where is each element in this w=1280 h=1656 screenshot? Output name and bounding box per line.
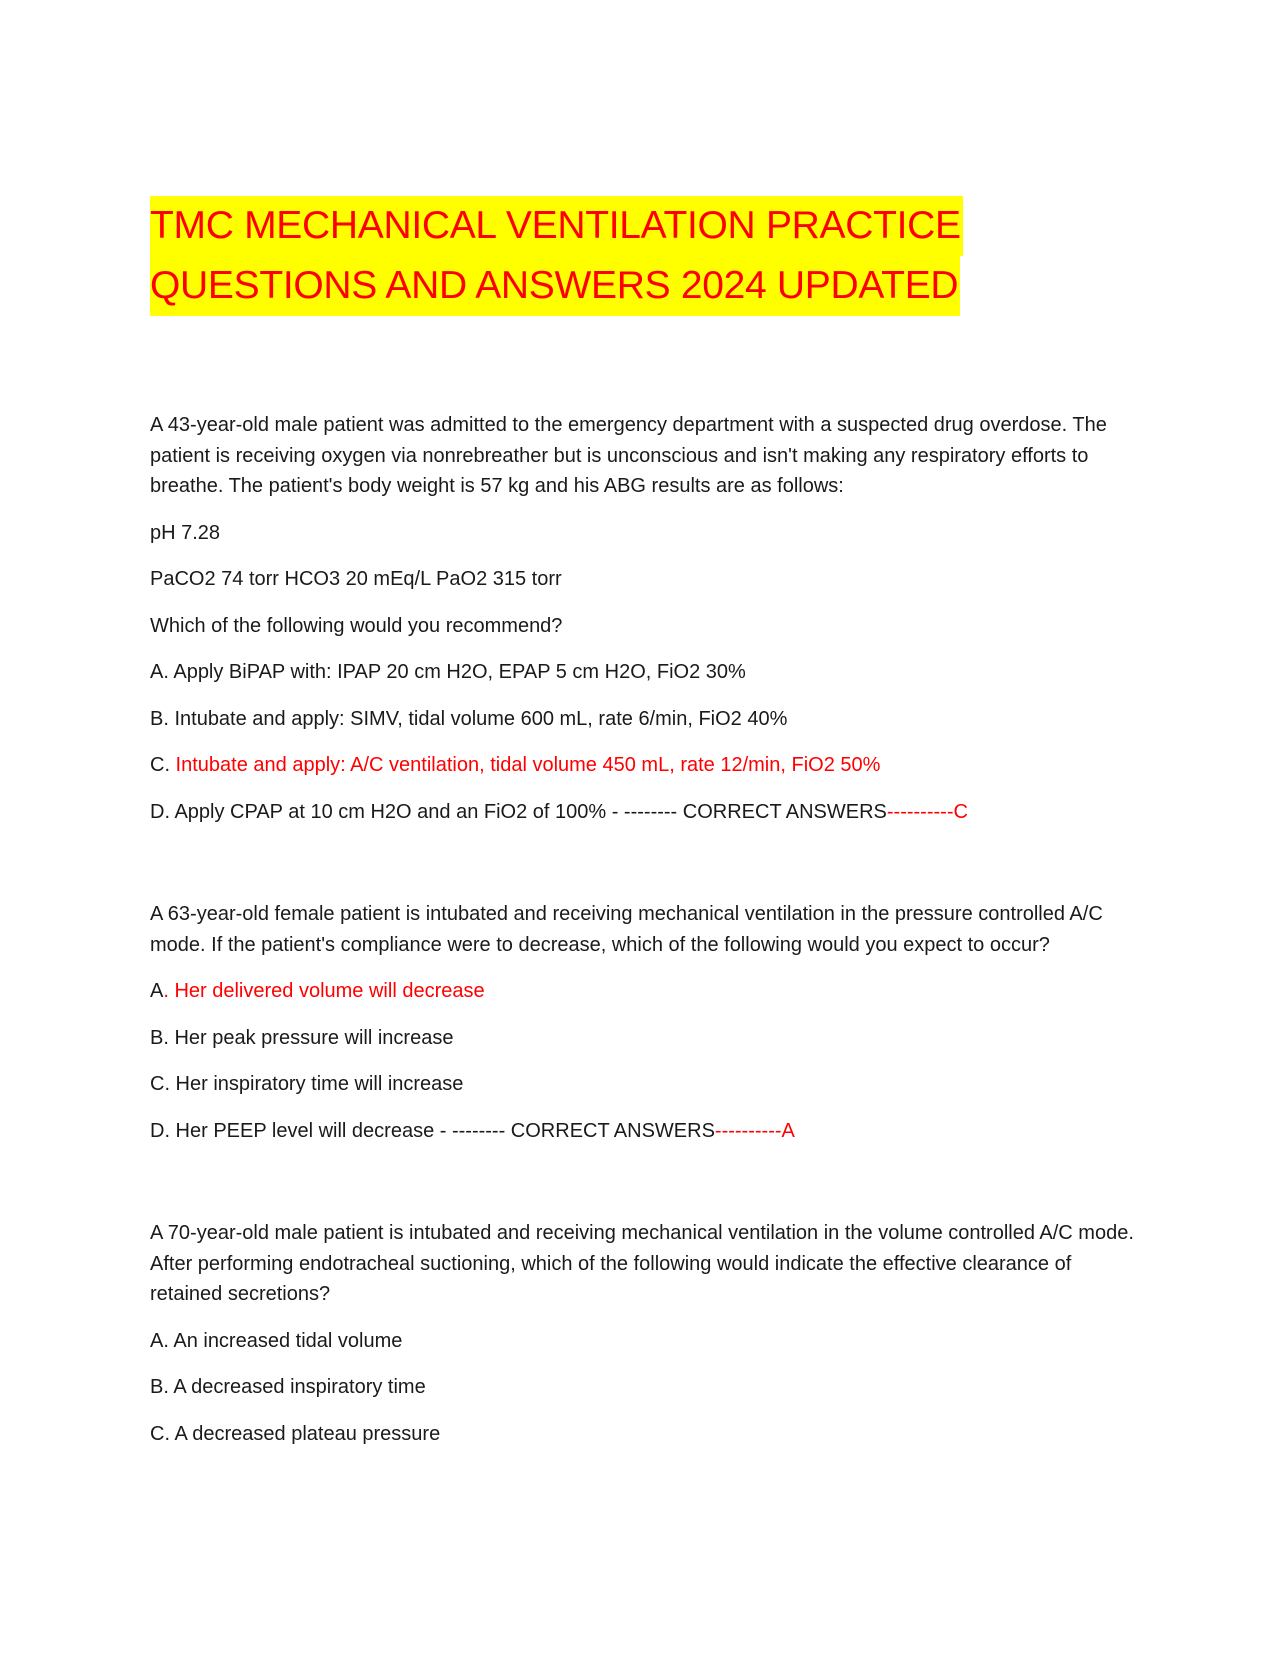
question-2-option-c: C. Her inspiratory time will increase	[150, 1073, 464, 1095]
question-2-option-a-text: . Her delivered volume will decrease	[163, 980, 485, 1002]
question-3-option-b: B. A decreased inspiratory time	[150, 1376, 426, 1398]
question-1-ph: pH 7.28	[150, 521, 221, 544]
question-1	[150, 410, 1140, 827]
title-line-1: TMC MECHANICAL VENTILATION PRACTICE	[150, 196, 963, 256]
question-separator	[150, 843, 1140, 899]
question-2-option-a	[150, 976, 1140, 1007]
question-1-option-c-text: Intubate and apply: A/C ventilation, tidal volume 450 mL, rate 12/min, FiO2 50%	[170, 754, 881, 776]
question-1-answer-marker: ----------C	[886, 800, 968, 823]
question-3-stem: A 70-year-old male patient is intubated and receiving mechanical ventilation in the volume controlled A/C mode. After performing endotracheal suctioning, which of the following would indicate the effective clearance of retained secretions?	[150, 1222, 1134, 1305]
question-1-option-b: B. Intubate and apply: SIMV, tidal volume 600 mL, rate 6/min, FiO2 40%	[150, 707, 788, 730]
question-2-answer-marker: ----------A	[714, 1119, 795, 1142]
question-2-option-d	[150, 1116, 1140, 1147]
question-2-option-d-text: D. Her PEEP level will decrease - -------- CORRECT ANSWERS	[150, 1119, 715, 1142]
question-3-option-a: A. An increased tidal volume	[150, 1329, 403, 1352]
title-line-2: QUESTIONS AND ANSWERS 2024 UPDATED	[150, 256, 960, 316]
question-1-abg: PaCO2 74 torr HCO3 20 mEq/L PaO2 315 torr	[150, 568, 562, 590]
question-2	[150, 899, 1140, 1146]
question-1-option-a: A. Apply BiPAP with: IPAP 20 cm H2O, EPAP 5 cm H2O, FiO2 30%	[150, 661, 746, 683]
question-1-option-d	[150, 797, 1140, 828]
question-2-option-a-letter: A	[150, 980, 164, 1002]
question-3	[150, 1218, 1140, 1449]
question-1-prompt: Which of the following would you recommend?	[150, 614, 563, 637]
questions-body	[150, 410, 1140, 1465]
question-3-option-c: C. A decreased plateau pressure	[150, 1422, 441, 1445]
question-2-option-b: B. Her peak pressure will increase	[150, 1026, 454, 1049]
question-2-stem: A 63-year-old female patient is intubated and receiving mechanical ventilation in the pressure controlled A/C mode. If the patient's compliance were to decrease, which of the following would you expect to occur?	[150, 903, 1103, 956]
question-separator	[150, 1162, 1140, 1218]
question-1-option-c	[150, 750, 1140, 781]
question-1-option-d-text: D. Apply CPAP at 10 cm H2O and an FiO2 of 100% - -------- CORRECT ANSWERS	[150, 800, 887, 823]
document-title	[150, 196, 980, 316]
question-1-option-c-letter: C.	[150, 754, 170, 776]
question-1-stem: A 43-year-old male patient was admitted to the emergency department with a suspected drug overdose. The patient is receiving oxygen via nonrebreather but is unconscious and isn't making any respiratory efforts to breathe. The patient's body weight is 57 kg and his ABG results are as follows:	[150, 414, 1107, 497]
